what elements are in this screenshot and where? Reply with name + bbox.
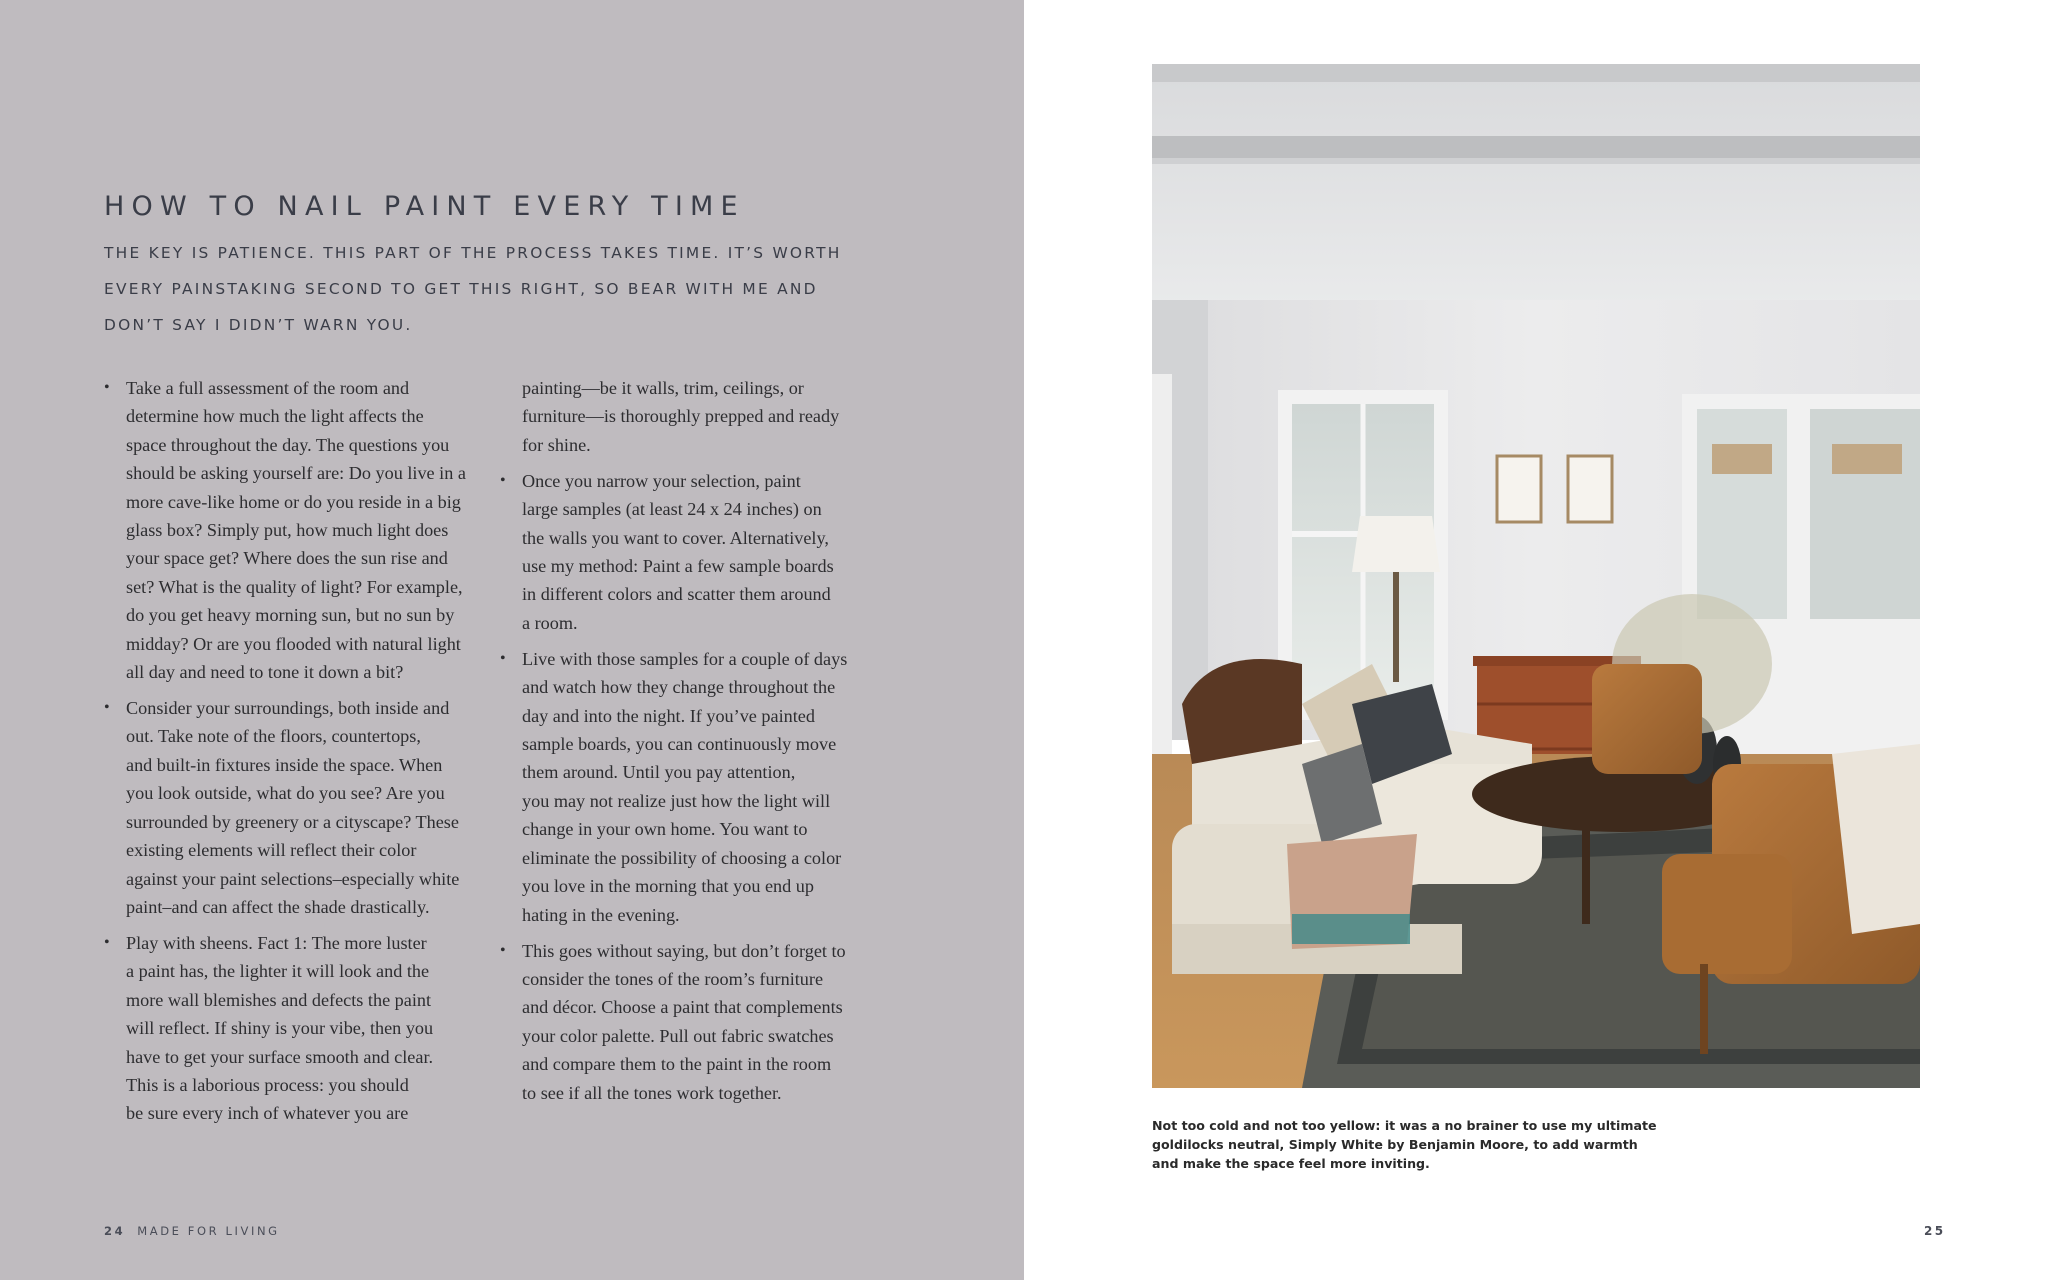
text-line: should be asking yourself are: Do you live in a: [126, 463, 466, 484]
text-line: change in your own home. You want to: [522, 819, 808, 840]
text-line: the walls you want to cover. Alternatively,: [522, 527, 829, 548]
right-page-number: 25: [1924, 1224, 1946, 1238]
bullet-icon: •: [500, 649, 506, 667]
text-line: midday? Or are you flooded with natural light: [126, 633, 461, 654]
text-line: in different colors and scatter them around: [522, 584, 831, 605]
text-line: painting—be it walls, trim, ceilings, or: [522, 378, 804, 398]
text-line: them around. Until you pay attention,: [522, 762, 796, 783]
subheading-line: DON’T SAY I DIDN’T WARN YOU.: [104, 316, 413, 334]
text-line: hating in the evening.: [522, 904, 680, 925]
text-line: be sure every inch of whatever you are: [126, 1103, 409, 1124]
text-line: you look outside, what do you see? Are you: [126, 783, 445, 804]
text-line: a paint has, the lighter it will look and the: [126, 961, 430, 982]
text-line: Live with those samples for a couple of days: [522, 648, 848, 669]
text-line: Consider your surroundings, both inside and: [126, 698, 450, 719]
caption-line: and make the space feel more inviting.: [1152, 1156, 1430, 1171]
subheading-line: EVERY PAINSTAKING SECOND TO GET THIS RIGHT, SO BEAR WITH ME AND: [104, 280, 818, 298]
text-line: out. Take note of the floors, countertops,: [126, 726, 421, 747]
text-line: space throughout the day. The questions you: [126, 434, 450, 455]
text-line: your color palette. Pull out fabric swatches: [522, 1025, 834, 1046]
body-column-2: [498, 374, 868, 1115]
caption-line: goldilocks neutral, Simply White by Benjamin Moore, to add warmth: [1152, 1137, 1638, 1152]
continued-text: [498, 374, 868, 459]
text-line: Once you narrow your selection, paint: [522, 470, 801, 491]
bullet-item: [498, 645, 868, 929]
text-line: This goes without saying, but don’t forget to: [522, 940, 846, 961]
left-folio: [104, 1224, 280, 1238]
bullet-item: [102, 374, 466, 686]
bullet-icon: •: [104, 699, 110, 717]
text-line: and décor. Choose a paint that complements: [522, 997, 843, 1018]
text-line: and built-in fixtures inside the space. When: [126, 754, 443, 775]
bullet-icon: •: [104, 933, 110, 951]
photo-caption: [1152, 1116, 1672, 1173]
text-line: large samples (at least 24 x 24 inches) on: [522, 499, 822, 520]
text-line: This is a laborious process: you should: [126, 1074, 409, 1095]
text-line: more wall blemishes and defects the paint: [126, 989, 432, 1010]
text-line: against your paint selections–especially white: [126, 868, 460, 889]
bullet-item: [498, 467, 868, 637]
page-subheading: [104, 235, 884, 343]
text-line: use my method: Paint a few sample boards: [522, 556, 834, 577]
text-line: furniture—is thoroughly prepped and ready: [522, 406, 840, 427]
text-line: surrounded by greenery or a cityscape? These: [126, 811, 459, 832]
text-line: glass box? Simply put, how much light does: [126, 520, 449, 541]
text-line: set? What is the quality of light? For example,: [126, 576, 463, 597]
bullet-item: [102, 929, 462, 1128]
bullet-icon: •: [500, 941, 506, 959]
text-line: and watch how they change throughout the: [522, 677, 836, 698]
text-line: Play with sheens. Fact 1: The more luster: [126, 932, 427, 953]
text-line: consider the tones of the room’s furniture: [522, 968, 824, 989]
text-line: a room.: [522, 612, 578, 633]
page-number: 24: [104, 1224, 126, 1238]
bullet-item: [498, 937, 868, 1107]
bullet-item: [102, 694, 462, 921]
text-line: determine how much the light affects the: [126, 406, 424, 427]
living-room-photo: [1152, 64, 1920, 1088]
text-line: have to get your surface smooth and clear.: [126, 1046, 434, 1067]
text-line: paint–and can affect the shade drastically.: [126, 896, 430, 917]
body-column-1: [102, 374, 466, 1135]
text-line: eliminate the possibility of choosing a color: [522, 847, 842, 868]
subheading-line: THE KEY IS PATIENCE. THIS PART OF THE PROCESS TAKES TIME. IT’S WORTH: [104, 244, 842, 262]
bullet-icon: •: [500, 471, 506, 489]
text-line: more cave-like home or do you reside in a big: [126, 491, 461, 512]
text-line: for shine.: [522, 434, 591, 455]
text-line: existing elements will reflect their color: [126, 840, 417, 861]
text-line: all day and need to tone it down a bit?: [126, 662, 404, 683]
text-line: you love in the morning that you end up: [522, 876, 814, 897]
caption-line: Not too cold and not too yellow: it was a no brainer to use my ultimate: [1152, 1118, 1657, 1133]
text-line: day and into the night. If you’ve painted: [522, 705, 815, 726]
text-line: your space get? Where does the sun rise and: [126, 548, 448, 569]
text-line: will reflect. If shiny is your vibe, then you: [126, 1018, 434, 1039]
text-line: do you get heavy morning sun, but no sun by: [126, 605, 455, 626]
text-line: to see if all the tones work together.: [522, 1082, 782, 1103]
page-heading: HOW TO NAIL PAINT EVERY TIME: [104, 191, 745, 222]
text-line: sample boards, you can continuously move: [522, 734, 837, 755]
text-line: and compare them to the paint in the room: [522, 1054, 832, 1075]
text-line: Take a full assessment of the room and: [126, 378, 410, 398]
running-title: MADE FOR LIVING: [137, 1224, 280, 1238]
text-line: you may not realize just how the light will: [522, 790, 831, 811]
bullet-icon: •: [104, 379, 110, 396]
